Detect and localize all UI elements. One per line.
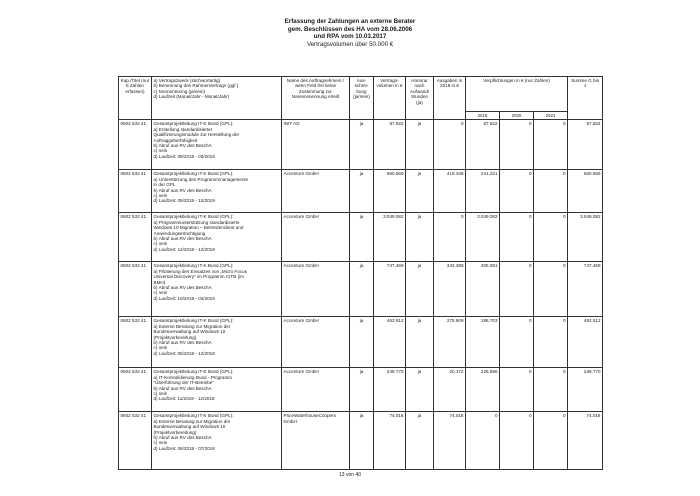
cell-2019: 87.822 xyxy=(466,120,500,170)
title-line-4: Vertragsvolumen über 50.000 € xyxy=(306,40,394,48)
cell-honorar: ja xyxy=(406,213,434,262)
description-line: Gesamtprojektleitung IT-K Bund (GPL): xyxy=(153,369,234,375)
payments-table xyxy=(118,76,603,470)
description-line: b) Abruf aus RV des BeschA xyxy=(153,285,212,291)
description-line: b) Abruf aus RV des BeschA xyxy=(153,340,212,346)
header-name: Name des Auftragnehmers / wenn Feld frei keine Zustimmung zur Namensnennung erteilt xyxy=(282,77,350,120)
cell-2020: 0 xyxy=(500,170,534,213)
cell-kap: 0602 532 41 xyxy=(119,120,152,170)
cell-2019: 0 xyxy=(466,412,500,470)
header-row xyxy=(119,77,603,112)
header-honorar: Honorar nach Aufwand/ Stunden (ja) xyxy=(406,77,434,120)
header-ausschreibung: Aus-schrei-bung (ja/nein) xyxy=(350,77,374,120)
title-line-2: gem. Beschlüssen des HA vom 28.06.2006 xyxy=(287,25,413,33)
description-line: Gesamtprojektleitung IT-K Bund (GPL): xyxy=(153,214,234,220)
description-line: Gesamtprojektleitung IT-K Bund (GPL): xyxy=(153,263,234,269)
description-line: c) nein xyxy=(153,290,168,296)
description-line: d) Laufzeit: 10/2018 - 04/2019 xyxy=(153,295,215,301)
cell-ausgaben: 275.909 xyxy=(434,317,466,368)
description-line: Gesamtprojektleitung IT-K Bund (GPL): xyxy=(153,413,234,419)
title-line-3: und RPA vom 10.03.2017 xyxy=(313,33,387,41)
description-line: c) nein xyxy=(153,345,168,351)
header-zweck-c: c) Nonnentionng (ja/nein) xyxy=(153,88,206,94)
description-line: a) Erstellung standardisierter xyxy=(153,126,213,132)
description-line: a) Pilotierung des Einsatzes von „Micro Focus xyxy=(153,268,247,274)
description-line: d) Laufzeit: 06/2018 - 07/2018 xyxy=(153,445,215,451)
cell-summe: 747.469 xyxy=(568,262,603,317)
description-line: b) Abruf aus RV des BeschA xyxy=(153,236,212,242)
table-row xyxy=(119,120,603,170)
cell-ausgaben: 20.172 xyxy=(434,368,466,412)
cell-2020: 0 xyxy=(500,317,534,368)
cell-ausschreibung: ja xyxy=(350,170,374,213)
cell-volumen: 462.612 xyxy=(374,317,406,368)
cell-description xyxy=(152,412,282,470)
description-line: b) Abruf aus RV des BeschA xyxy=(153,435,212,441)
cell-2020: 0 xyxy=(500,368,534,412)
description-line: d) Laufzeit: 05/2018 - 12/2018 xyxy=(153,350,215,356)
description-line: d) Laufzeit: 11/2018 - 12/2018 xyxy=(153,396,215,402)
cell-ausgaben: 0 xyxy=(434,120,466,170)
title-line-1: Erfassung der Zahlungen an externe Berater xyxy=(284,18,416,25)
description-line: Auftraggeberfähigkeit xyxy=(153,137,198,143)
cell-contractor: Accenture GmbH xyxy=(282,213,350,262)
header-zweck-b: b) Benennung des Rahmenvertrags (ggf.) xyxy=(153,83,239,89)
cell-honorar: ja xyxy=(406,412,434,470)
cell-2019: 405.081 xyxy=(466,262,500,317)
table-row xyxy=(119,262,603,317)
cell-volumen: 87.822 xyxy=(374,120,406,170)
cell-kap: 0602 532 41 xyxy=(119,213,152,262)
description-line: d) Laufzeit: 05/2018 - 12/2019 xyxy=(153,198,215,204)
cell-contractor: Accenture GmbH xyxy=(282,170,350,213)
description-line: "Überführung der IT-Betriebe" xyxy=(153,380,214,386)
description-line: Bundesverwaltung auf Windows 10 xyxy=(153,424,226,430)
description-line: a) Unterstützung des Programmmanagements xyxy=(153,176,248,182)
cell-contractor: PriceWaterhouseCoopers GmbH xyxy=(282,412,350,470)
cell-ausgaben: 0 xyxy=(434,213,466,262)
cell-volumen: 248.770 xyxy=(374,368,406,412)
cell-summe: 660.569 xyxy=(568,170,603,213)
cell-honorar: ja xyxy=(406,368,434,412)
description-line: a) IT-Konsolidierung Bund - Programm xyxy=(153,374,233,380)
header-verpflichtungen: Verpflichtungen in € (nur Zahlen) xyxy=(466,77,568,112)
header-year-2020: 2020 xyxy=(500,112,534,120)
description-line: Universal Discovery" im Programm CITB (im xyxy=(153,274,244,280)
cell-description xyxy=(152,317,282,368)
description-line: Gesamtprojektleitung IT-K Bund (GPL): xyxy=(153,171,234,177)
cell-honorar: ja xyxy=(406,120,434,170)
header-kap: Kap./Titel (nur 9 Zahlen erfassen) xyxy=(119,77,152,120)
cell-kap: 0602 532 41 xyxy=(119,170,152,213)
cell-ausgaben: 419.348 xyxy=(434,170,466,213)
description-line: a) Externe Beratung zur Migration der xyxy=(153,323,231,329)
cell-2021: 0 xyxy=(534,368,568,412)
description-line: d) Laufzeit: 12/2018 - 12/2019 xyxy=(153,246,215,252)
cell-2020: 0 xyxy=(500,120,534,170)
description-line: (Projektvorbereitung) xyxy=(153,334,197,340)
cell-honorar: ja xyxy=(406,170,434,213)
header-zweck xyxy=(152,77,282,120)
cell-description xyxy=(152,170,282,213)
cell-ausschreibung: ja xyxy=(350,120,374,170)
cell-volumen: 74.018 xyxy=(374,412,406,470)
header-zweck-a: a) Vertragszweck (stichwortartig) xyxy=(153,78,221,83)
description-line: Windows 10 Migration – Behördenclient und xyxy=(153,225,244,231)
cell-2021: 0 xyxy=(534,170,568,213)
cell-kap: 0602 532 41 xyxy=(119,368,152,412)
cell-2020: 0 xyxy=(500,213,534,262)
description-line: Gesamtprojektleitung IT-K Bund (GPL): xyxy=(153,121,234,127)
cell-description xyxy=(152,213,282,262)
description-line: b) Abruf aus RV des BeschA xyxy=(153,385,212,391)
description-line: c) nein xyxy=(153,148,168,154)
description-line: in der GPL xyxy=(153,182,176,188)
description-line: Anwendungsertüchtigung xyxy=(153,230,206,236)
cell-summe: 248.770 xyxy=(568,368,603,412)
cell-kap: 0602 532 41 xyxy=(119,412,152,470)
cell-2019: 186.703 xyxy=(466,317,500,368)
cell-ausgaben: 74.018 xyxy=(434,412,466,470)
table-row xyxy=(119,412,603,470)
header-year-2021: 2021 xyxy=(534,112,568,120)
header-year-2019: 2019 xyxy=(466,112,500,120)
description-line: c) nein xyxy=(153,241,168,247)
table-row xyxy=(119,317,603,368)
cell-volumen: 660.569 xyxy=(374,170,406,213)
header-summe: Summe G bis J xyxy=(568,77,603,120)
cell-2021: 0 xyxy=(534,213,568,262)
description-line: Bundesverwaltung auf Windows 10 xyxy=(153,329,226,335)
cell-ausschreibung: ja xyxy=(350,317,374,368)
table-row xyxy=(119,213,603,262)
cell-2021: 0 xyxy=(534,120,568,170)
cell-contractor: Accenture GmbH xyxy=(282,368,350,412)
description-line: b) Abruf aus RV des BeschA xyxy=(153,187,212,193)
cell-summe: 74.018 xyxy=(568,412,603,470)
description-line: (Projektvorbereitung) xyxy=(153,429,197,435)
cell-ausschreibung: ja xyxy=(350,213,374,262)
cell-ausschreibung: ja xyxy=(350,368,374,412)
header-ausgaben: Ausgaben in 2018 in € xyxy=(434,77,466,120)
description-line: c) nein xyxy=(153,391,168,397)
cell-volumen: 747.469 xyxy=(374,262,406,317)
cell-summe: 87.822 xyxy=(568,120,603,170)
description-line: b) Abruf aus RV des BeschA xyxy=(153,143,212,149)
table-row xyxy=(119,170,603,213)
cell-2019: 241.221 xyxy=(466,170,500,213)
description-line: c) nein xyxy=(153,440,168,446)
cell-description xyxy=(152,262,282,317)
cell-2019: 228.598 xyxy=(466,368,500,412)
cell-description xyxy=(152,368,282,412)
cell-summe: 3.049.082 xyxy=(568,213,603,262)
cell-description xyxy=(152,120,282,170)
description-line: a) Externe Beratung zur Migration der xyxy=(153,418,231,424)
table-row xyxy=(119,368,603,412)
cell-2020: 0 xyxy=(500,262,534,317)
document-title xyxy=(0,18,700,48)
cell-2021: 0 xyxy=(534,317,568,368)
description-line: a) Programmunterstützung standardisierte xyxy=(153,219,240,225)
cell-2019: 3.049.082 xyxy=(466,213,500,262)
cell-2021: 0 xyxy=(534,412,568,470)
cell-contractor: INIT AG xyxy=(282,120,350,170)
cell-2020: 0 xyxy=(500,412,534,470)
header-zweck-d: d) Laufzeit (Monat/Jahr - Monat/Jahr) xyxy=(153,94,230,100)
cell-volumen: 3.049.082 xyxy=(374,213,406,262)
description-line: d) Laufzeit: 09/2018 - 03/2019 xyxy=(153,153,215,159)
description-line: Gesamtprojektleitung IT-K Bund (GPL): xyxy=(153,318,234,324)
header-volumen: Vertrags-volumen in € xyxy=(374,77,406,120)
cell-summe: 462.612 xyxy=(568,317,603,368)
cell-ausschreibung: ja xyxy=(350,412,374,470)
cell-honorar: ja xyxy=(406,262,434,317)
cell-2021: 0 xyxy=(534,262,568,317)
description-line: Qualifizierungsmodule zur Herstellung der xyxy=(153,132,240,138)
description-line: BMH) xyxy=(153,279,166,285)
description-line: c) nein xyxy=(153,193,168,199)
cell-honorar: ja xyxy=(406,317,434,368)
cell-kap: 0602 532 41 xyxy=(119,317,152,368)
cell-kap: 0602 532 41 xyxy=(119,262,152,317)
cell-ausgaben: 342.388 xyxy=(434,262,466,317)
cell-contractor: Accenture GmbH xyxy=(282,317,350,368)
cell-contractor: Accenture GmbH xyxy=(282,262,350,317)
page-number: 13 von 40 xyxy=(339,472,361,478)
cell-ausschreibung: ja xyxy=(350,262,374,317)
